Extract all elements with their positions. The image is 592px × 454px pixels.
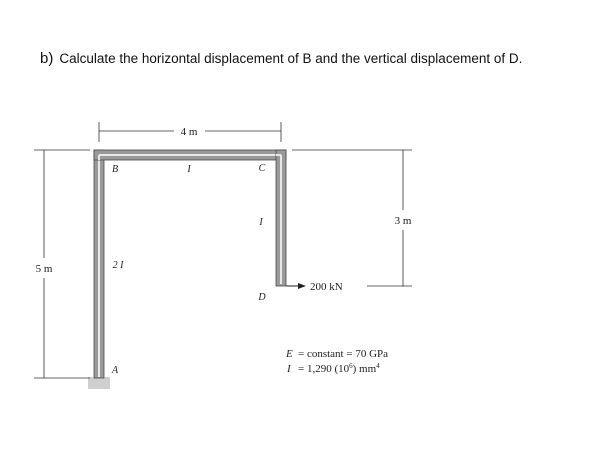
node-d-label: D bbox=[258, 292, 266, 303]
label-left-height: 5 m bbox=[35, 263, 53, 275]
load-arrow bbox=[286, 283, 306, 289]
label-top-span: 4 m bbox=[180, 126, 198, 138]
property-e-symbol: E bbox=[286, 348, 293, 360]
question-text: Calculate the horizontal displacement of B and the vertical displacement of D. bbox=[59, 51, 523, 66]
node-b-label: B bbox=[111, 164, 119, 175]
property-e-value: = constant = 70 GPa bbox=[298, 348, 389, 360]
load-label: 200 kN bbox=[310, 281, 343, 293]
stiffness-top-member: I bbox=[187, 164, 191, 175]
node-c-label: C bbox=[258, 163, 266, 174]
label-right-height: 3 m bbox=[394, 215, 412, 227]
stiffness-right-member: I bbox=[259, 217, 263, 228]
node-a-label: A bbox=[111, 365, 119, 376]
question-part-label: b) bbox=[40, 50, 54, 67]
property-i-symbol: I bbox=[287, 363, 291, 375]
stiffness-left-member: 2 I bbox=[112, 260, 124, 271]
property-i-value: = 1,290 $(10^6)$ $mm^4$ bbox=[298, 362, 380, 375]
fixed-support-a bbox=[88, 377, 110, 389]
